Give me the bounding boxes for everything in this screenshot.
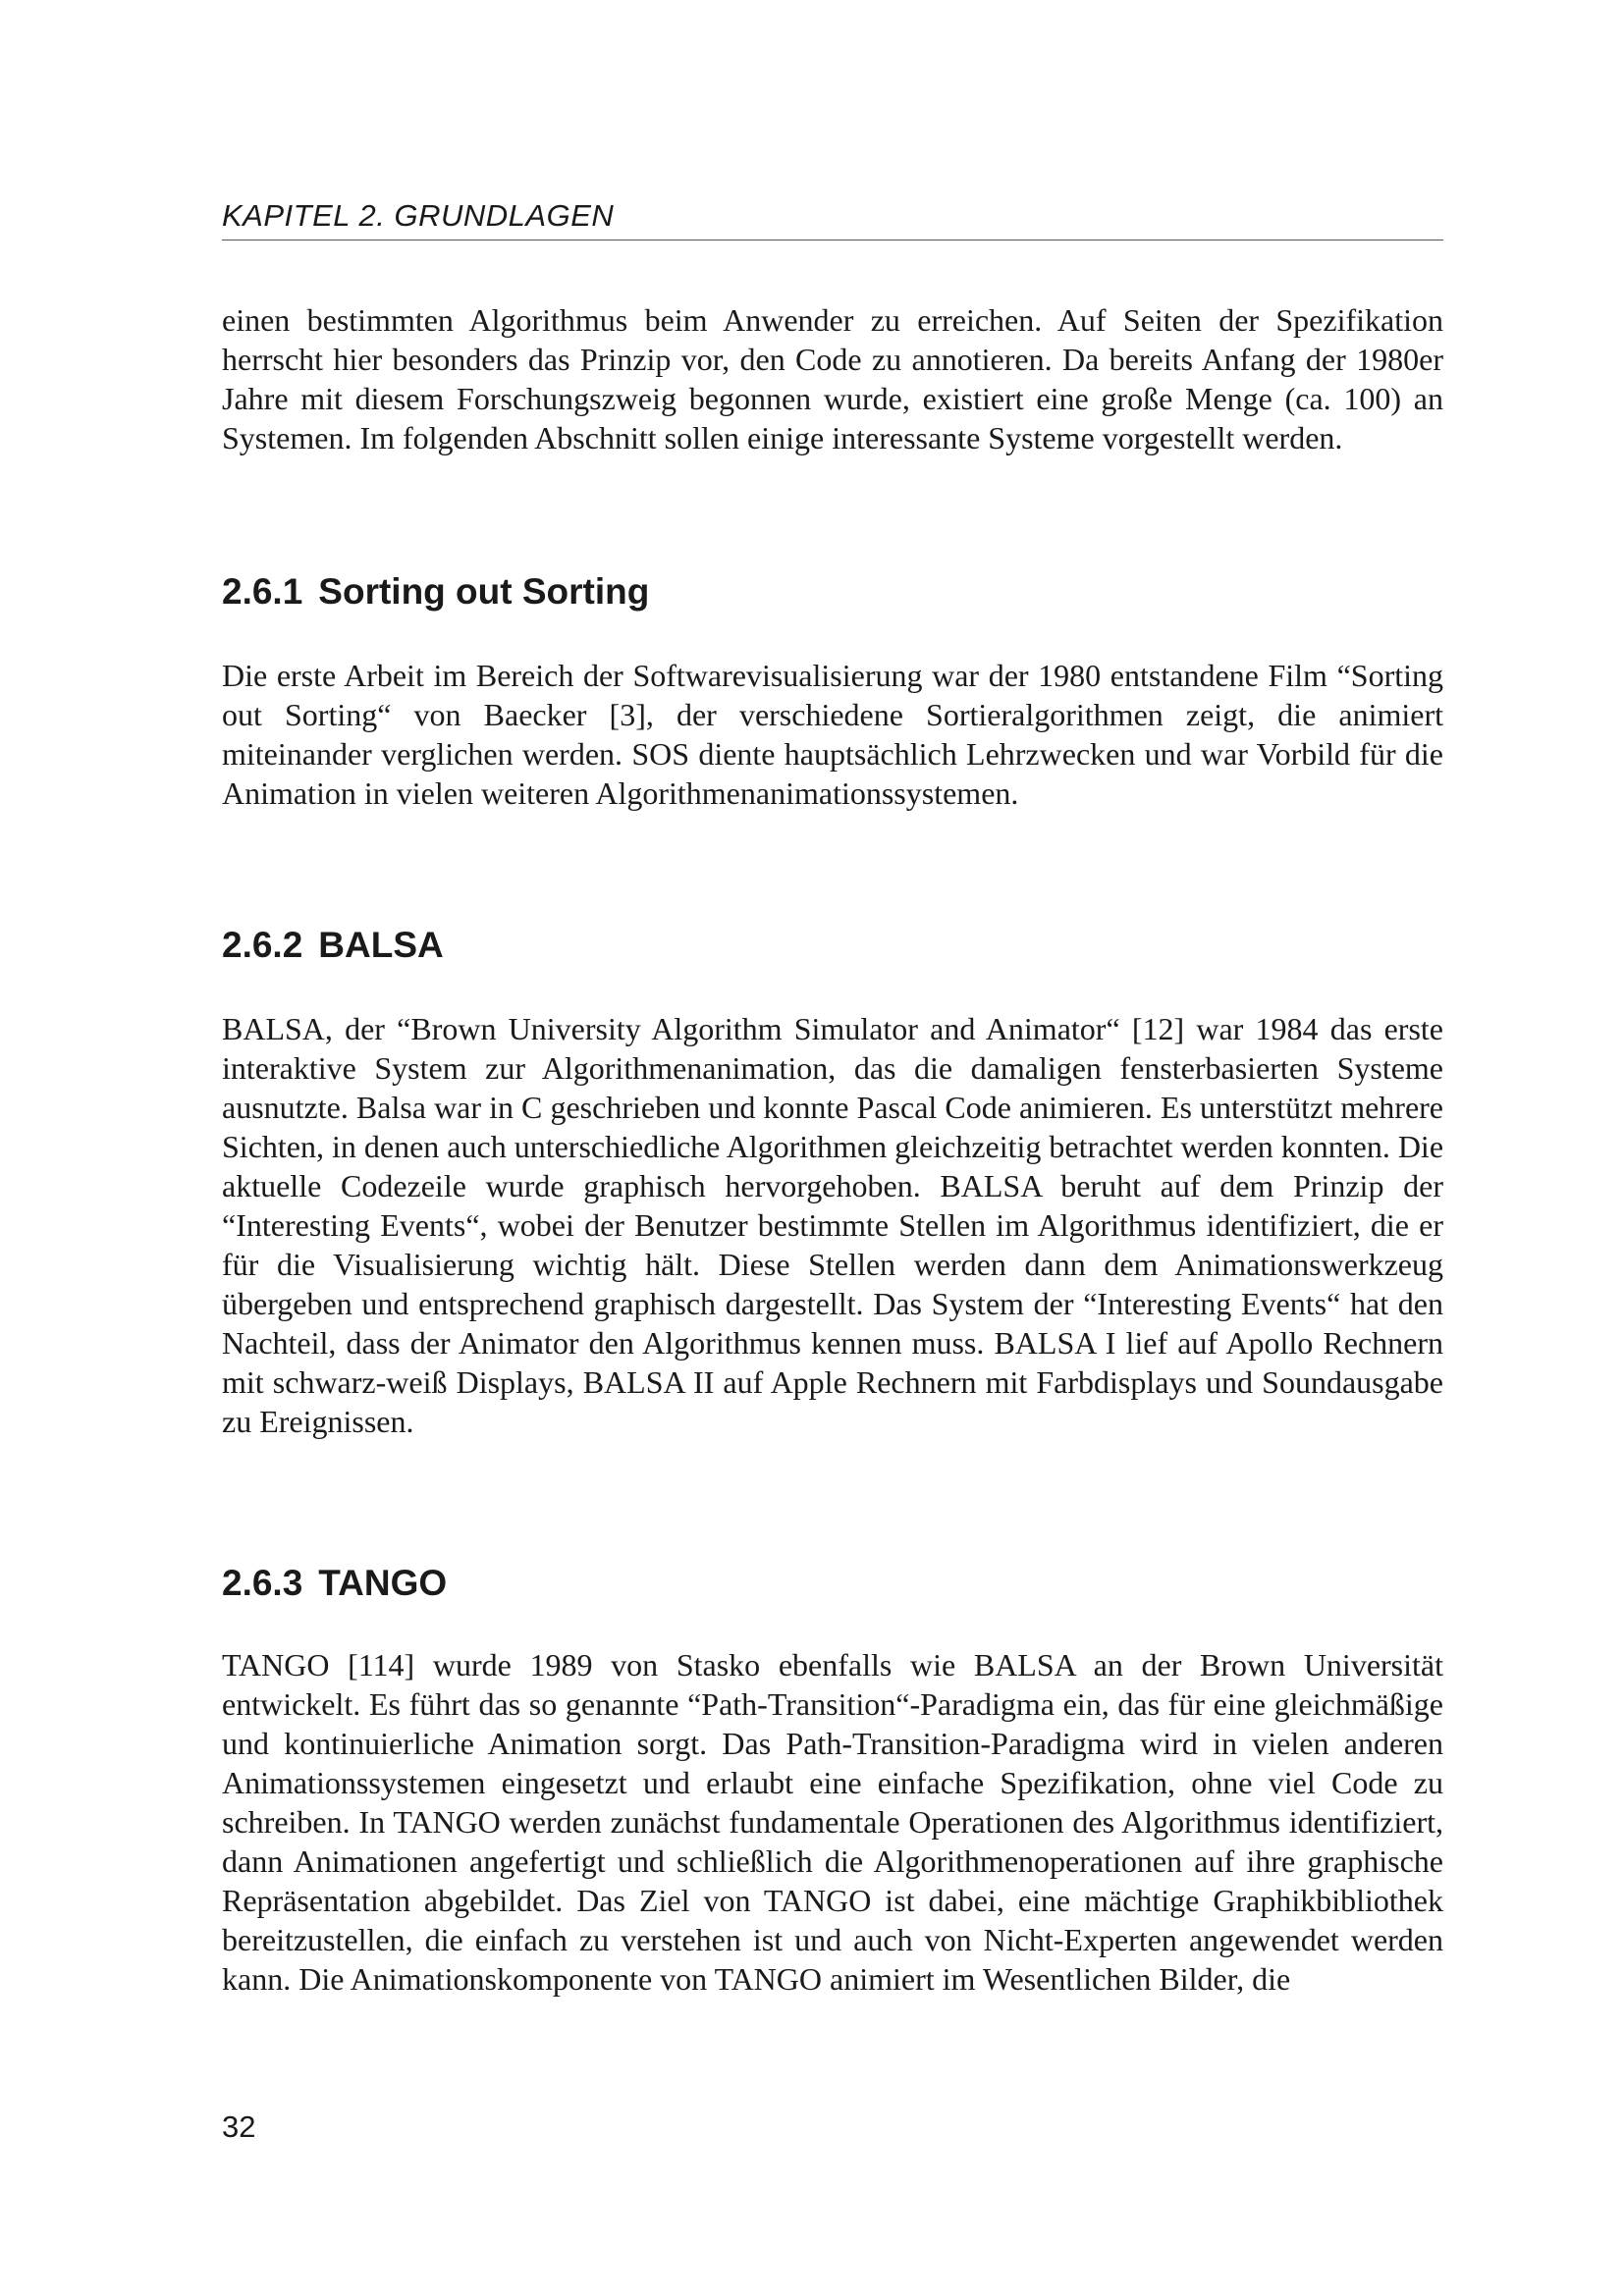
section-number: 2.6.3	[222, 1563, 303, 1603]
section-title: BALSA	[318, 925, 444, 965]
intro-paragraph: einen bestimmten Algorithmus beim Anwender zu erreichen. Auf Seiten der Spezifikation herrscht hier besonders das Prinzip vor, den Code zu annotieren. Da bereits Anfang der 1980er Jahre mit diesem Forschungszweig begonnen wurde, existiert eine große Menge (ca. 100) an Systemen. Im folgenden Abschnitt sollen einige interessante Systeme vorgestellt werden.	[222, 302, 1443, 455]
section-title: Sorting out Sorting	[318, 571, 650, 612]
paragraph-sorting-out-sorting: Die erste Arbeit im Bereich der Softwarevisualisierung war der 1980 entstandene Film “Sorting out Sorting“ von Baecker [3], der verschiedene Sortieralgorithmen zeigt, die animiert miteinander verglichen werden. SOS diente hauptsächlich Lehrzwecken und war Vorbild für die Animation in vielen weiteren Algorithmenanimationssystemen.	[222, 658, 1443, 811]
section-number: 2.6.2	[222, 925, 303, 965]
paragraph-balsa: BALSA, der “Brown University Algorithm Simulator and Animator“ [12] war 1984 das erste interaktive System zur Algorithmenanimation, das die damaligen fensterbasierten Systeme ausnutzte. Balsa war in C geschrieben und konnte Pascal Code animieren. Es unterstützt mehrere Sichten, in denen auch unterschiedliche Algorithmen gleichzeitig betrachtet werden konnten. Die aktuelle Codezeile wurde graphisch hervorgehoben. BALSA beruht auf dem Prinzip der “Interesting Events“, wobei der Benutzer bestimmte Stellen im Algorithmus identifiziert, die er für die Visualisierung wichtig hält. Diese Stellen werden dann dem Animationswerkzeug übergeben und entsprechend graphisch dargestellt. Das System der “Interesting Events“ hat den Nachteil, dass der Animator den Algorithmus kennen muss. BALSA I lief auf Apollo Rechnern mit schwarz-weiß Displays, BALSA II auf Apple Rechnern mit Farbdisplays und Soundausgabe zu Ereignissen.	[222, 1011, 1444, 1439]
paragraph-tango: TANGO [114] wurde 1989 von Stasko ebenfalls wie BALSA an der Brown Universität entwickelt. Es führt das so genannte “Path-Transition“-Paradigma ein, das für eine gleichmäßige und kontinuierliche Animation sorgt. Das Path-Transition-Paradigma wird in vielen anderen Animationssystemen eingesetzt und erlaubt eine einfache Spezifikation, ohne viel Code zu schreiben. In TANGO werden zunächst fundamentale Operationen des Algorithmus identifiziert, dann Animationen angefertigt und schließlich die Algorithmenoperationen auf ihre graphische Repräsentation abgebildet. Das Ziel von TANGO ist dabei, eine mächtige Graphikbibliothek bereitzustellen, die einfach zu verstehen ist und auch von Nicht-Experten angewendet werden kann. Die Animationskomponente von TANGO animiert im Wesentlichen Bilder, die	[222, 1647, 1443, 1997]
section-title: TANGO	[318, 1563, 448, 1603]
section-heading-balsa	[222, 923, 1443, 968]
running-head: KAPITEL 2. GRUNDLAGEN	[222, 198, 615, 233]
page-number: 32	[222, 2109, 256, 2144]
section-heading-sorting-out-sorting	[222, 569, 1443, 614]
section-number: 2.6.1	[222, 571, 303, 612]
section-heading-tango	[222, 1561, 1443, 1606]
